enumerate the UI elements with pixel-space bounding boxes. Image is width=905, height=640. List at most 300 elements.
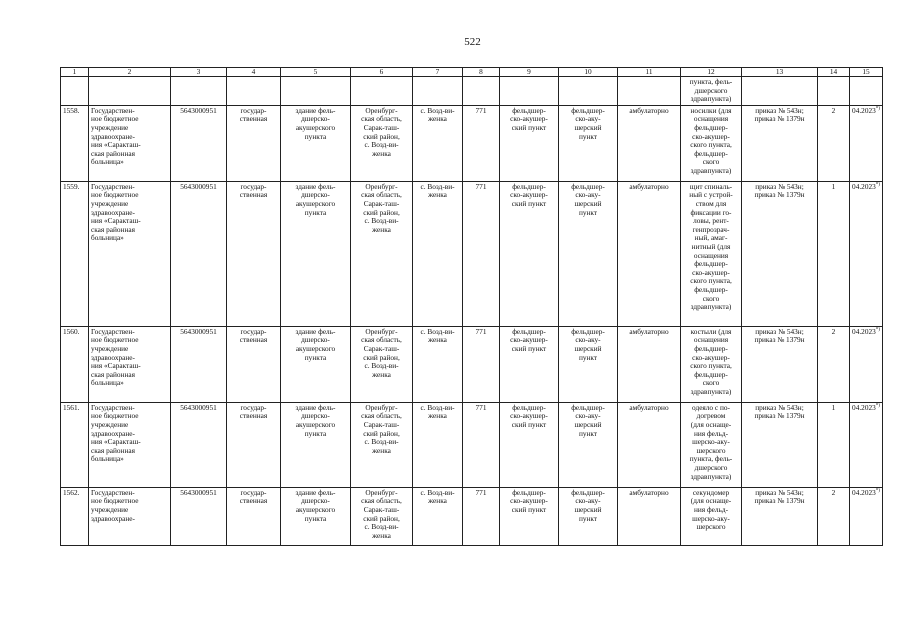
text-line: дшерско- (301, 411, 330, 421)
cell-value: 1 (831, 402, 836, 412)
column-number: 11 (618, 68, 681, 77)
footnote-mark: *) (875, 403, 880, 409)
column-number: 2 (89, 68, 171, 77)
unit-cell (500, 326, 559, 402)
text-line: ская область, (361, 190, 402, 200)
text-line: ный с устрой- (689, 190, 733, 200)
table-row (61, 105, 883, 181)
care-type-cell (618, 181, 681, 326)
address-cell (351, 105, 413, 181)
equipment-cell (681, 487, 742, 545)
text-line: оснащения (693, 335, 729, 345)
equipment-continuation-cell (681, 77, 742, 106)
text-line: учреждение (91, 122, 129, 132)
text-line: догревом (696, 411, 726, 421)
text-line: фельдшер- (512, 105, 546, 115)
text-line: пункта (304, 428, 327, 438)
registry-table (60, 67, 883, 546)
text-line: с. Возд-ви- (364, 216, 399, 226)
text-line: Оренбург- (365, 487, 398, 497)
text-line: ский пункт (511, 343, 547, 353)
text-line: дшерско- (301, 114, 330, 124)
inn-cell (171, 487, 227, 545)
settlement-cell (413, 402, 463, 487)
text-line: (для оснаще- (690, 419, 732, 429)
text-line: дшерско- (301, 496, 330, 506)
text-line: ская районная (91, 445, 135, 455)
settlement-cell (413, 487, 463, 545)
cell-value: 771 (475, 326, 487, 336)
row-number-cell (61, 487, 89, 545)
cell-value: 1562. (63, 487, 80, 497)
column-number: 4 (227, 68, 281, 77)
oktmo-cell (463, 487, 500, 545)
column-number: 9 (500, 68, 559, 77)
inn-cell (171, 105, 227, 181)
text-line: здравоохране- (91, 513, 135, 523)
text-line: ская область, (361, 411, 402, 421)
row-number-cell (61, 326, 89, 402)
care-type-cell (618, 105, 681, 181)
settlement-cell (413, 105, 463, 181)
text-line: ное бюджетное (91, 190, 139, 200)
text-line: пункта (304, 352, 327, 362)
text-line: ский район, (363, 513, 400, 523)
row-number-cell (61, 105, 89, 181)
cell-value: 1 (831, 181, 836, 191)
text-line: ное бюджетное (91, 411, 139, 421)
cell-value: 771 (475, 105, 487, 115)
cell-value: 5643000951 (180, 105, 217, 115)
inn-cell (171, 326, 227, 402)
text-line: приказ № 543н; (755, 487, 804, 497)
text-line: ско-акушер- (692, 131, 730, 141)
cell-value: 1558. (63, 105, 80, 115)
table-row (61, 181, 883, 326)
building-cell (281, 402, 351, 487)
cell-value: 1559. (63, 181, 80, 191)
text-line: оснащения (693, 250, 729, 260)
row-number-cell (61, 402, 89, 487)
text-line: государ- (240, 487, 267, 497)
text-line: ско-аку- (575, 190, 601, 200)
cell (413, 77, 463, 106)
text-line: ное бюджетное (91, 335, 139, 345)
footnote-mark: *) (875, 106, 880, 112)
text-line: ская область, (361, 114, 402, 124)
text-line: здание фель- (295, 105, 336, 115)
subunit-cell (559, 326, 618, 402)
text-line: ством для (695, 198, 727, 208)
care-type-cell (618, 487, 681, 545)
text-line: ская районная (91, 148, 135, 158)
column-number: 13 (742, 68, 818, 77)
text-line: ско-акушер- (510, 496, 548, 506)
date-cell (850, 326, 883, 402)
text-line: приказ № 543н; (755, 105, 804, 115)
unit-cell (500, 402, 559, 487)
settlement-cell (413, 181, 463, 326)
date-value: 04.2023 (852, 326, 876, 336)
inn-cell (171, 402, 227, 487)
ownership-cell (227, 105, 281, 181)
cell-value: амбулаторно (629, 326, 669, 336)
text-line: пункт (578, 352, 598, 362)
text-line: дшерского (694, 462, 728, 472)
text-line: с. Возд-ви- (420, 181, 455, 191)
text-line: генпрозрач- (692, 224, 730, 234)
address-cell (351, 487, 413, 545)
text-line: здравоохране- (91, 428, 135, 438)
text-line: приказ № 543н; (755, 402, 804, 412)
column-number: 8 (463, 68, 500, 77)
text-line: здравоохране- (91, 131, 135, 141)
text-line: приказ № 1379н (754, 114, 805, 124)
text-line: ско-акушер- (692, 267, 730, 277)
text-line: ния фельд- (693, 504, 729, 514)
text-line: приказ № 543н; (755, 326, 804, 336)
text-line: с. Возд-ви- (364, 140, 399, 150)
column-number: 6 (351, 68, 413, 77)
text-line: Государствен- (91, 326, 135, 336)
unit-cell (500, 487, 559, 545)
text-line: фельдшер- (512, 181, 546, 191)
text-line: фиксации го- (690, 207, 732, 217)
text-line: приказ № 1379н (754, 411, 805, 421)
text-line: учреждение (91, 504, 129, 514)
text-line: шерский (574, 343, 602, 353)
text-line: оснащения (693, 114, 729, 124)
text-line: с. Возд-ви- (364, 361, 399, 371)
subunit-cell (559, 402, 618, 487)
cell-value: 1561. (63, 402, 80, 412)
unit-cell (500, 181, 559, 326)
text-line: пункт (578, 428, 598, 438)
cell-value: амбулаторно (629, 402, 669, 412)
text-line: шерского (696, 445, 726, 455)
column-number: 3 (171, 68, 227, 77)
column-number: 14 (818, 68, 850, 77)
cell-value: амбулаторно (629, 105, 669, 115)
text-line: учреждение (91, 419, 129, 429)
column-number: 10 (559, 68, 618, 77)
text-line: учреждение (91, 343, 129, 353)
text-line: приказ № 1379н (754, 496, 805, 506)
text-line: ский пункт (511, 419, 547, 429)
text-line: здравпункта) (690, 471, 732, 481)
cell (818, 77, 850, 106)
subunit-cell (559, 105, 618, 181)
text-line: ния «Саракташ- (91, 216, 141, 226)
text-line: женка (372, 148, 391, 158)
date-cell (850, 402, 883, 487)
text-line: фельдшер- (694, 259, 728, 269)
text-line: ского (702, 157, 720, 167)
care-type-cell (618, 402, 681, 487)
text-line: Сарак-таш- (363, 198, 400, 208)
cell-value: 2 (831, 105, 836, 115)
text-line: фельдшер- (512, 487, 546, 497)
text-line: ный, амаг- (694, 233, 728, 243)
building-cell (281, 487, 351, 545)
text-line: ского пункта, (690, 361, 732, 371)
text-line: пункта (304, 131, 327, 141)
text-line: государ- (240, 105, 267, 115)
text-line: нитный (для (691, 241, 731, 251)
text-line: ского (702, 293, 720, 303)
text-line: женка (372, 224, 391, 234)
text-line: женка (428, 335, 447, 345)
text-line: дшерско- (301, 335, 330, 345)
text-line: пункт (578, 513, 598, 523)
cell (227, 77, 281, 106)
text-line: здравпункта) (690, 94, 732, 104)
cell (742, 77, 818, 106)
oktmo-cell (463, 181, 500, 326)
text-line: ния «Саракташ- (91, 361, 141, 371)
text-line: носилки (для (690, 105, 732, 115)
inn-cell (171, 181, 227, 326)
order-cell (742, 105, 818, 181)
text-line: женка (372, 445, 391, 455)
text-line: здравпункта) (690, 386, 732, 396)
ownership-cell (227, 326, 281, 402)
table-row (61, 326, 883, 402)
text-line: государ- (240, 181, 267, 191)
text-line: ственная (239, 190, 268, 200)
text-line: ственная (239, 411, 268, 421)
text-line: щит спиналь- (689, 181, 733, 191)
column-number: 1 (61, 68, 89, 77)
text-line: ско-акушер- (510, 114, 548, 124)
cell-value: 771 (475, 487, 487, 497)
text-line: женка (428, 496, 447, 506)
quantity-cell (818, 487, 850, 545)
text-line: ния «Саракташ- (91, 437, 141, 447)
cell-value: 771 (475, 181, 487, 191)
text-line: шерский (574, 198, 602, 208)
text-line: ния «Саракташ- (91, 140, 141, 150)
text-line: одеяло с по- (692, 402, 730, 412)
text-line: ловы, рент- (693, 216, 729, 226)
text-line: ского пункта, (690, 276, 732, 286)
cell (618, 77, 681, 106)
text-line: ский пункт (511, 198, 547, 208)
text-line: женка (428, 190, 447, 200)
text-line: акушерского (295, 419, 336, 429)
text-line: женка (428, 411, 447, 421)
text-line: шерский (574, 419, 602, 429)
cell-value: 2 (831, 326, 836, 336)
text-line: женка (372, 530, 391, 540)
address-cell (351, 402, 413, 487)
quantity-cell (818, 402, 850, 487)
text-line: ский район, (363, 428, 400, 438)
cell-value: 5643000951 (180, 181, 217, 191)
organization-cell (89, 402, 171, 487)
text-line: шерский (574, 122, 602, 132)
organization-cell (89, 181, 171, 326)
text-line: с. Возд-ви- (420, 402, 455, 412)
text-line: секундомер (692, 487, 730, 497)
text-line: учреждение (91, 198, 129, 208)
quantity-cell (818, 181, 850, 326)
text-line: фельдшер- (571, 402, 605, 412)
text-line: костыли (для (690, 326, 732, 336)
table-row (61, 402, 883, 487)
text-line: фельдшер- (694, 284, 728, 294)
column-number: 15 (850, 68, 883, 77)
text-line: ская область, (361, 335, 402, 345)
date-cell (850, 181, 883, 326)
text-line: с. Возд-ви- (420, 326, 455, 336)
text-line: ное бюджетное (91, 114, 139, 124)
footnote-mark: *) (875, 488, 880, 494)
building-cell (281, 181, 351, 326)
text-line: пункта, фель- (689, 454, 733, 464)
column-number: 5 (281, 68, 351, 77)
text-line: шерско-аку- (692, 437, 730, 447)
text-line: акушерского (295, 198, 336, 208)
text-line: пункта (304, 513, 327, 523)
text-line: здание фель- (295, 326, 336, 336)
cell (171, 77, 227, 106)
text-line: Сарак-таш- (363, 504, 400, 514)
text-line: Оренбург- (365, 105, 398, 115)
order-cell (742, 181, 818, 326)
text-line: ско-аку- (575, 114, 601, 124)
table-body (61, 68, 883, 546)
date-cell (850, 105, 883, 181)
cell (559, 77, 618, 106)
text-line: ное бюджетное (91, 496, 139, 506)
date-cell (850, 487, 883, 545)
text-line: фельдшер- (694, 369, 728, 379)
order-cell (742, 487, 818, 545)
ownership-cell (227, 402, 281, 487)
continuation-row (61, 77, 883, 106)
text-line: государ- (240, 402, 267, 412)
cell (61, 77, 89, 106)
text-line: фельдшер- (512, 326, 546, 336)
text-line: здравоохране- (91, 352, 135, 362)
text-line: Оренбург- (365, 326, 398, 336)
address-cell (351, 326, 413, 402)
text-line: с. Возд-ви- (420, 487, 455, 497)
date-value: 04.2023 (852, 487, 876, 497)
cell-value: 2 (831, 487, 836, 497)
text-line: с. Возд-ви- (364, 437, 399, 447)
footnote-mark: *) (875, 327, 880, 333)
text-line: больница» (91, 157, 124, 167)
organization-cell (89, 487, 171, 545)
text-line: здравпункта) (690, 165, 732, 175)
building-cell (281, 105, 351, 181)
text-line: ско-аку- (575, 335, 601, 345)
text-line: пункта (304, 207, 327, 217)
text-line: здравпункта) (690, 302, 732, 312)
order-cell (742, 402, 818, 487)
text-line: здание фель- (295, 181, 336, 191)
text-line: фельдшер- (571, 105, 605, 115)
text-line: фельдшер- (512, 402, 546, 412)
cell-value: амбулаторно (629, 487, 669, 497)
text-line: ский район, (363, 131, 400, 141)
text-line: ская районная (91, 369, 135, 379)
text-line: ский район, (363, 207, 400, 217)
text-line: фельдшер- (694, 343, 728, 353)
text-line: с. Возд-ви- (420, 105, 455, 115)
page-number: 522 (464, 36, 481, 48)
organization-cell (89, 326, 171, 402)
text-line: фельдшер- (694, 148, 728, 158)
text-line: фельдшер- (571, 487, 605, 497)
text-line: ско-акушер- (510, 411, 548, 421)
text-line: Сарак-таш- (363, 419, 400, 429)
text-line: Государствен- (91, 402, 135, 412)
cell-value: 5643000951 (180, 402, 217, 412)
cell (850, 77, 883, 106)
text-line: ско-акушер- (510, 335, 548, 345)
address-cell (351, 181, 413, 326)
text-line: Государствен- (91, 181, 135, 191)
text-line: ственная (239, 114, 268, 124)
cell (463, 77, 500, 106)
cell-value: 5643000951 (180, 326, 217, 336)
text-line: Государствен- (91, 487, 135, 497)
text-line: ско-аку- (575, 496, 601, 506)
text-line: больница» (91, 378, 124, 388)
text-line: ственная (239, 496, 268, 506)
cell-value: амбулаторно (629, 181, 669, 191)
building-cell (281, 326, 351, 402)
oktmo-cell (463, 326, 500, 402)
text-line: здание фель- (295, 487, 336, 497)
text-line: пункт (578, 207, 598, 217)
text-line: шерский (574, 504, 602, 514)
row-number-cell (61, 181, 89, 326)
text-line: пункт (578, 131, 598, 141)
care-type-cell (618, 326, 681, 402)
text-line: (для оснаще- (690, 496, 732, 506)
cell (89, 77, 171, 106)
text-line: ская область, (361, 496, 402, 506)
text-line: фельдшер- (571, 181, 605, 191)
unit-cell (500, 105, 559, 181)
text-line: акушерского (295, 122, 336, 132)
text-line: Оренбург- (365, 402, 398, 412)
footnote-mark: *) (875, 182, 880, 188)
text-line: фельдшер- (694, 122, 728, 132)
equipment-cell (681, 105, 742, 181)
text-line: шерского (696, 522, 726, 532)
text-line: акушерского (295, 343, 336, 353)
text-line: женка (428, 114, 447, 124)
text-line: больница» (91, 233, 124, 243)
text-line: Государствен- (91, 105, 135, 115)
text-line: ский район, (363, 352, 400, 362)
text-line: ская районная (91, 224, 135, 234)
text-line: с. Возд-ви- (364, 522, 399, 532)
date-value: 04.2023 (852, 105, 876, 115)
text-line: дшерского (694, 85, 728, 95)
quantity-cell (818, 105, 850, 181)
text-line: больница» (91, 454, 124, 464)
column-number: 12 (681, 68, 742, 77)
cell-value: 1560. (63, 326, 80, 336)
oktmo-cell (463, 402, 500, 487)
text-line: ско-аку- (575, 411, 601, 421)
